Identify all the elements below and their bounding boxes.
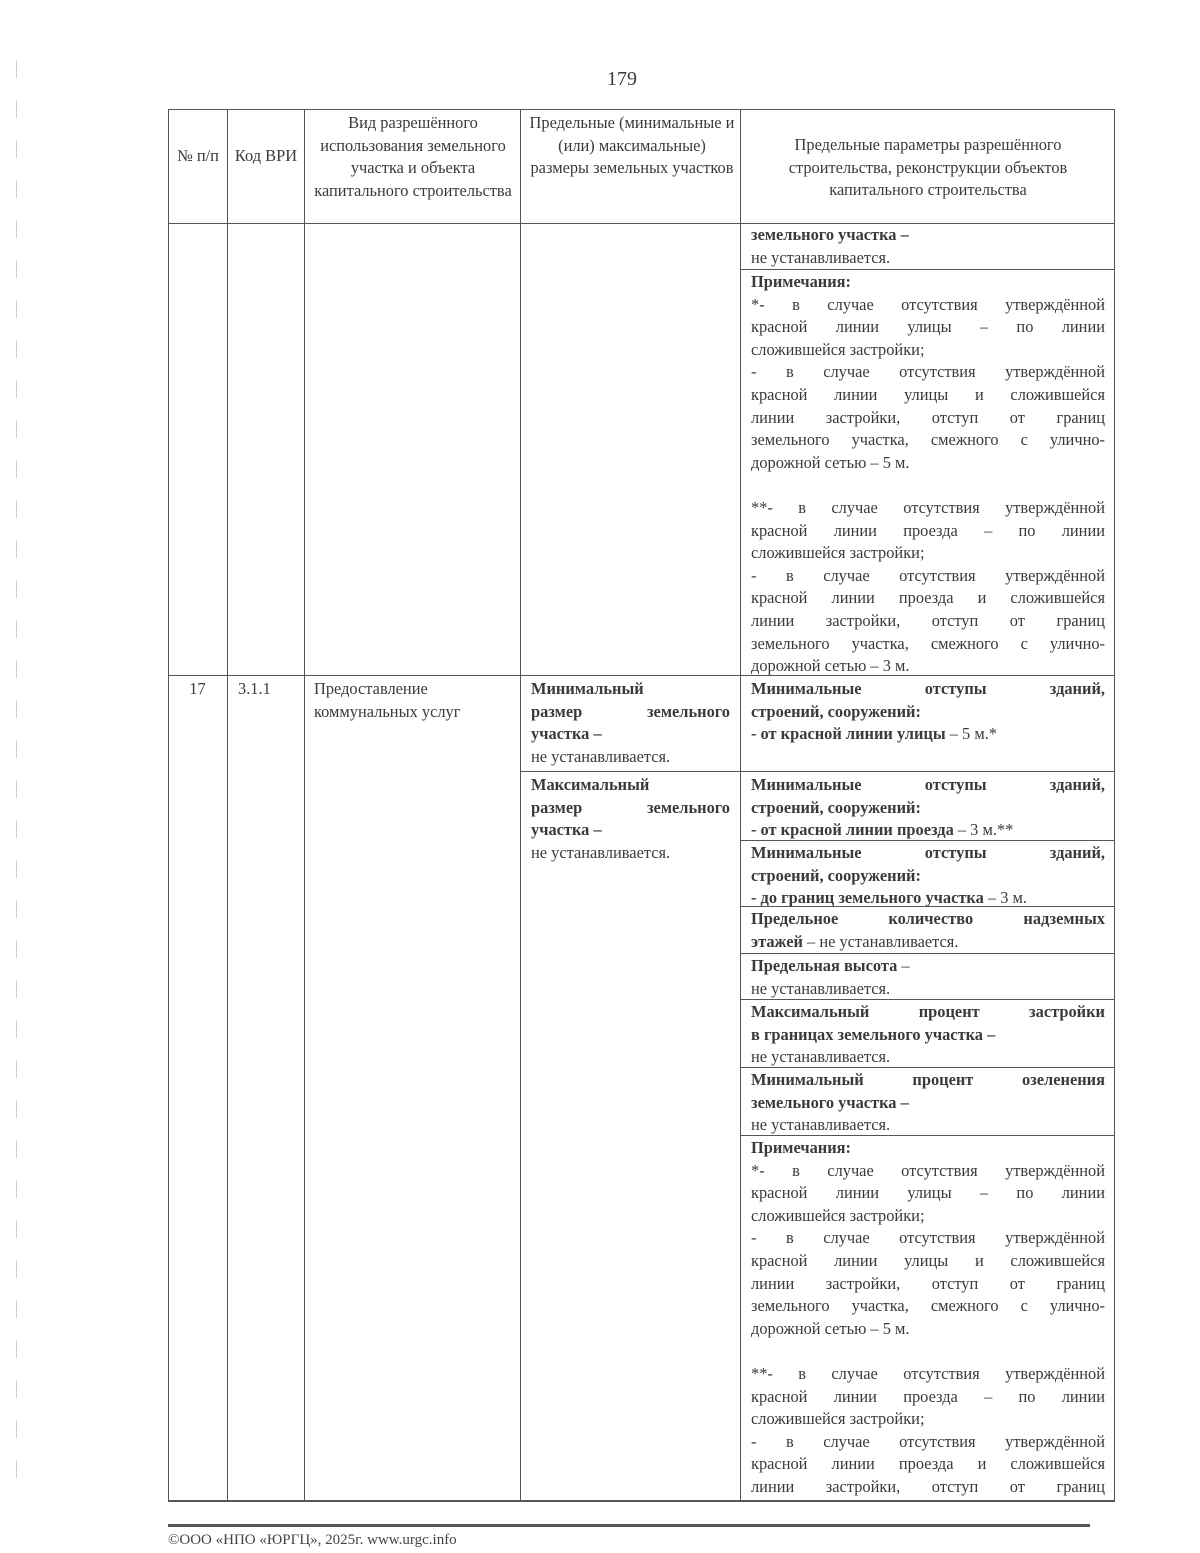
col-divider — [304, 109, 305, 1502]
row17-param-street-offset: Минимальные отступы зданий, строений, сооружений: - от красной линии улицы – 5 м.* — [751, 679, 1105, 744]
cont-note-1: *- в случае отсутствия утверждённой красной линии улицы – по линии сложившейся застройки; — [751, 294, 1105, 359]
row17-param-floors: Предельное количество надземных этажей – не устанавливается. — [751, 909, 1105, 951]
col-divider — [740, 109, 741, 1502]
row17-param-boundary-offset: Минимальные отступы зданий, строений, сооружений: - до границ земельного участка – 3 м. — [751, 843, 1105, 908]
footer-rule — [168, 1524, 1090, 1527]
table-border-top — [168, 109, 1115, 110]
row17-code: 3.1.1 — [238, 679, 271, 698]
cont-notes-title: Примечания: — [751, 272, 851, 291]
row17-note-1: *- в случае отсутствия утверждённой красной линии улицы – по линии сложившейся застройки; — [751, 1160, 1105, 1225]
header-num: № п/п — [177, 146, 219, 165]
cont-param-value: не устанавливается. — [751, 247, 891, 267]
row17-note-4: - в случае отсутствия утверждённой красной линии проезда и сложившейся линии застройки, отступ от границ — [751, 1431, 1105, 1496]
header-build-params: Предельные параметры разрешённого строительства, реконструкции объектов капитального строительства — [788, 135, 1068, 200]
cont-param-cell — [751, 224, 1105, 269]
row17-param-min-greening: Минимальный процент озеленения земельного участка – не устанавливается. — [751, 1070, 1105, 1135]
row17-note-3: **- в случае отсутствия утверждённой красной линии проезда – по линии сложившейся застройки; — [751, 1363, 1105, 1429]
scan-edge-artifact — [16, 60, 17, 1500]
table-border-right — [1114, 109, 1115, 1502]
row17-min-size: Минимальный размер земельного участка – не устанавливается. — [531, 679, 730, 766]
row17-param-driveway-offset: Минимальные отступы зданий, строений, сооружений: - от красной линии проезда – 3 м.** — [751, 775, 1105, 840]
header-use-type: Вид разрешённого использования земельного участка и объекта капитального строительства — [314, 113, 512, 200]
cont-note-2: - в случае отсутствия утверждённой красной линии улицы и сложившейся линии застройки, отступ от границ земельного участка, смежного с улично- дорожной сетью – 5 м. — [751, 362, 1105, 472]
regulations-table — [168, 109, 1116, 1502]
col-divider — [227, 109, 228, 1502]
row17-param-height: Предельная высота – не устанавливается. — [751, 956, 910, 998]
header-plot-sizes: Предельные (минимальные и (или) максимальные) размеры земельных участков — [529, 113, 735, 178]
row17-max-size: Максимальный размер земельного участка – не устанавливается. — [531, 775, 730, 862]
row17-num: 17 — [189, 679, 206, 698]
page-number: 179 — [607, 68, 637, 90]
footer-copyright: ©ООО «НПО «ЮРГЦ», 2025г. www.urgc.info — [168, 1532, 457, 1548]
cont-note-3: **- в случае отсутствия утверждённой красной линии проезда – по линии сложившейся застройки; — [751, 497, 1105, 563]
row17-note-2: - в случае отсутствия утверждённой красной линии улицы и сложившейся линии застройки, отступ от границ земельного участка, смежного с улично- дорожной сетью – 5 м. — [751, 1228, 1105, 1338]
table-border-left — [168, 109, 169, 1502]
cell-rule — [520, 771, 1115, 772]
cont-param-bold: земельного участка – — [751, 225, 909, 244]
cont-note-4: - в случае отсутствия утверждённой красной линии проезда и сложившейся линии застройки, отступ от границ земельного участка, смежного с улично- дорожной сетью – 3 м. — [751, 565, 1105, 676]
row17-notes-cell — [751, 1137, 1105, 1499]
row17-use-name: Предоставление коммунальных услуг — [314, 679, 461, 721]
row17-param-max-coverage: Максимальный процент застройки в границах земельного участка – не устанавливается. — [751, 1002, 1105, 1067]
col-divider — [520, 109, 521, 1502]
cont-notes-cell — [751, 271, 1105, 678]
row17-notes-title: Примечания: — [751, 1138, 851, 1157]
header-code: Код ВРИ — [234, 146, 298, 165]
table-border-bottom — [168, 1500, 1115, 1502]
